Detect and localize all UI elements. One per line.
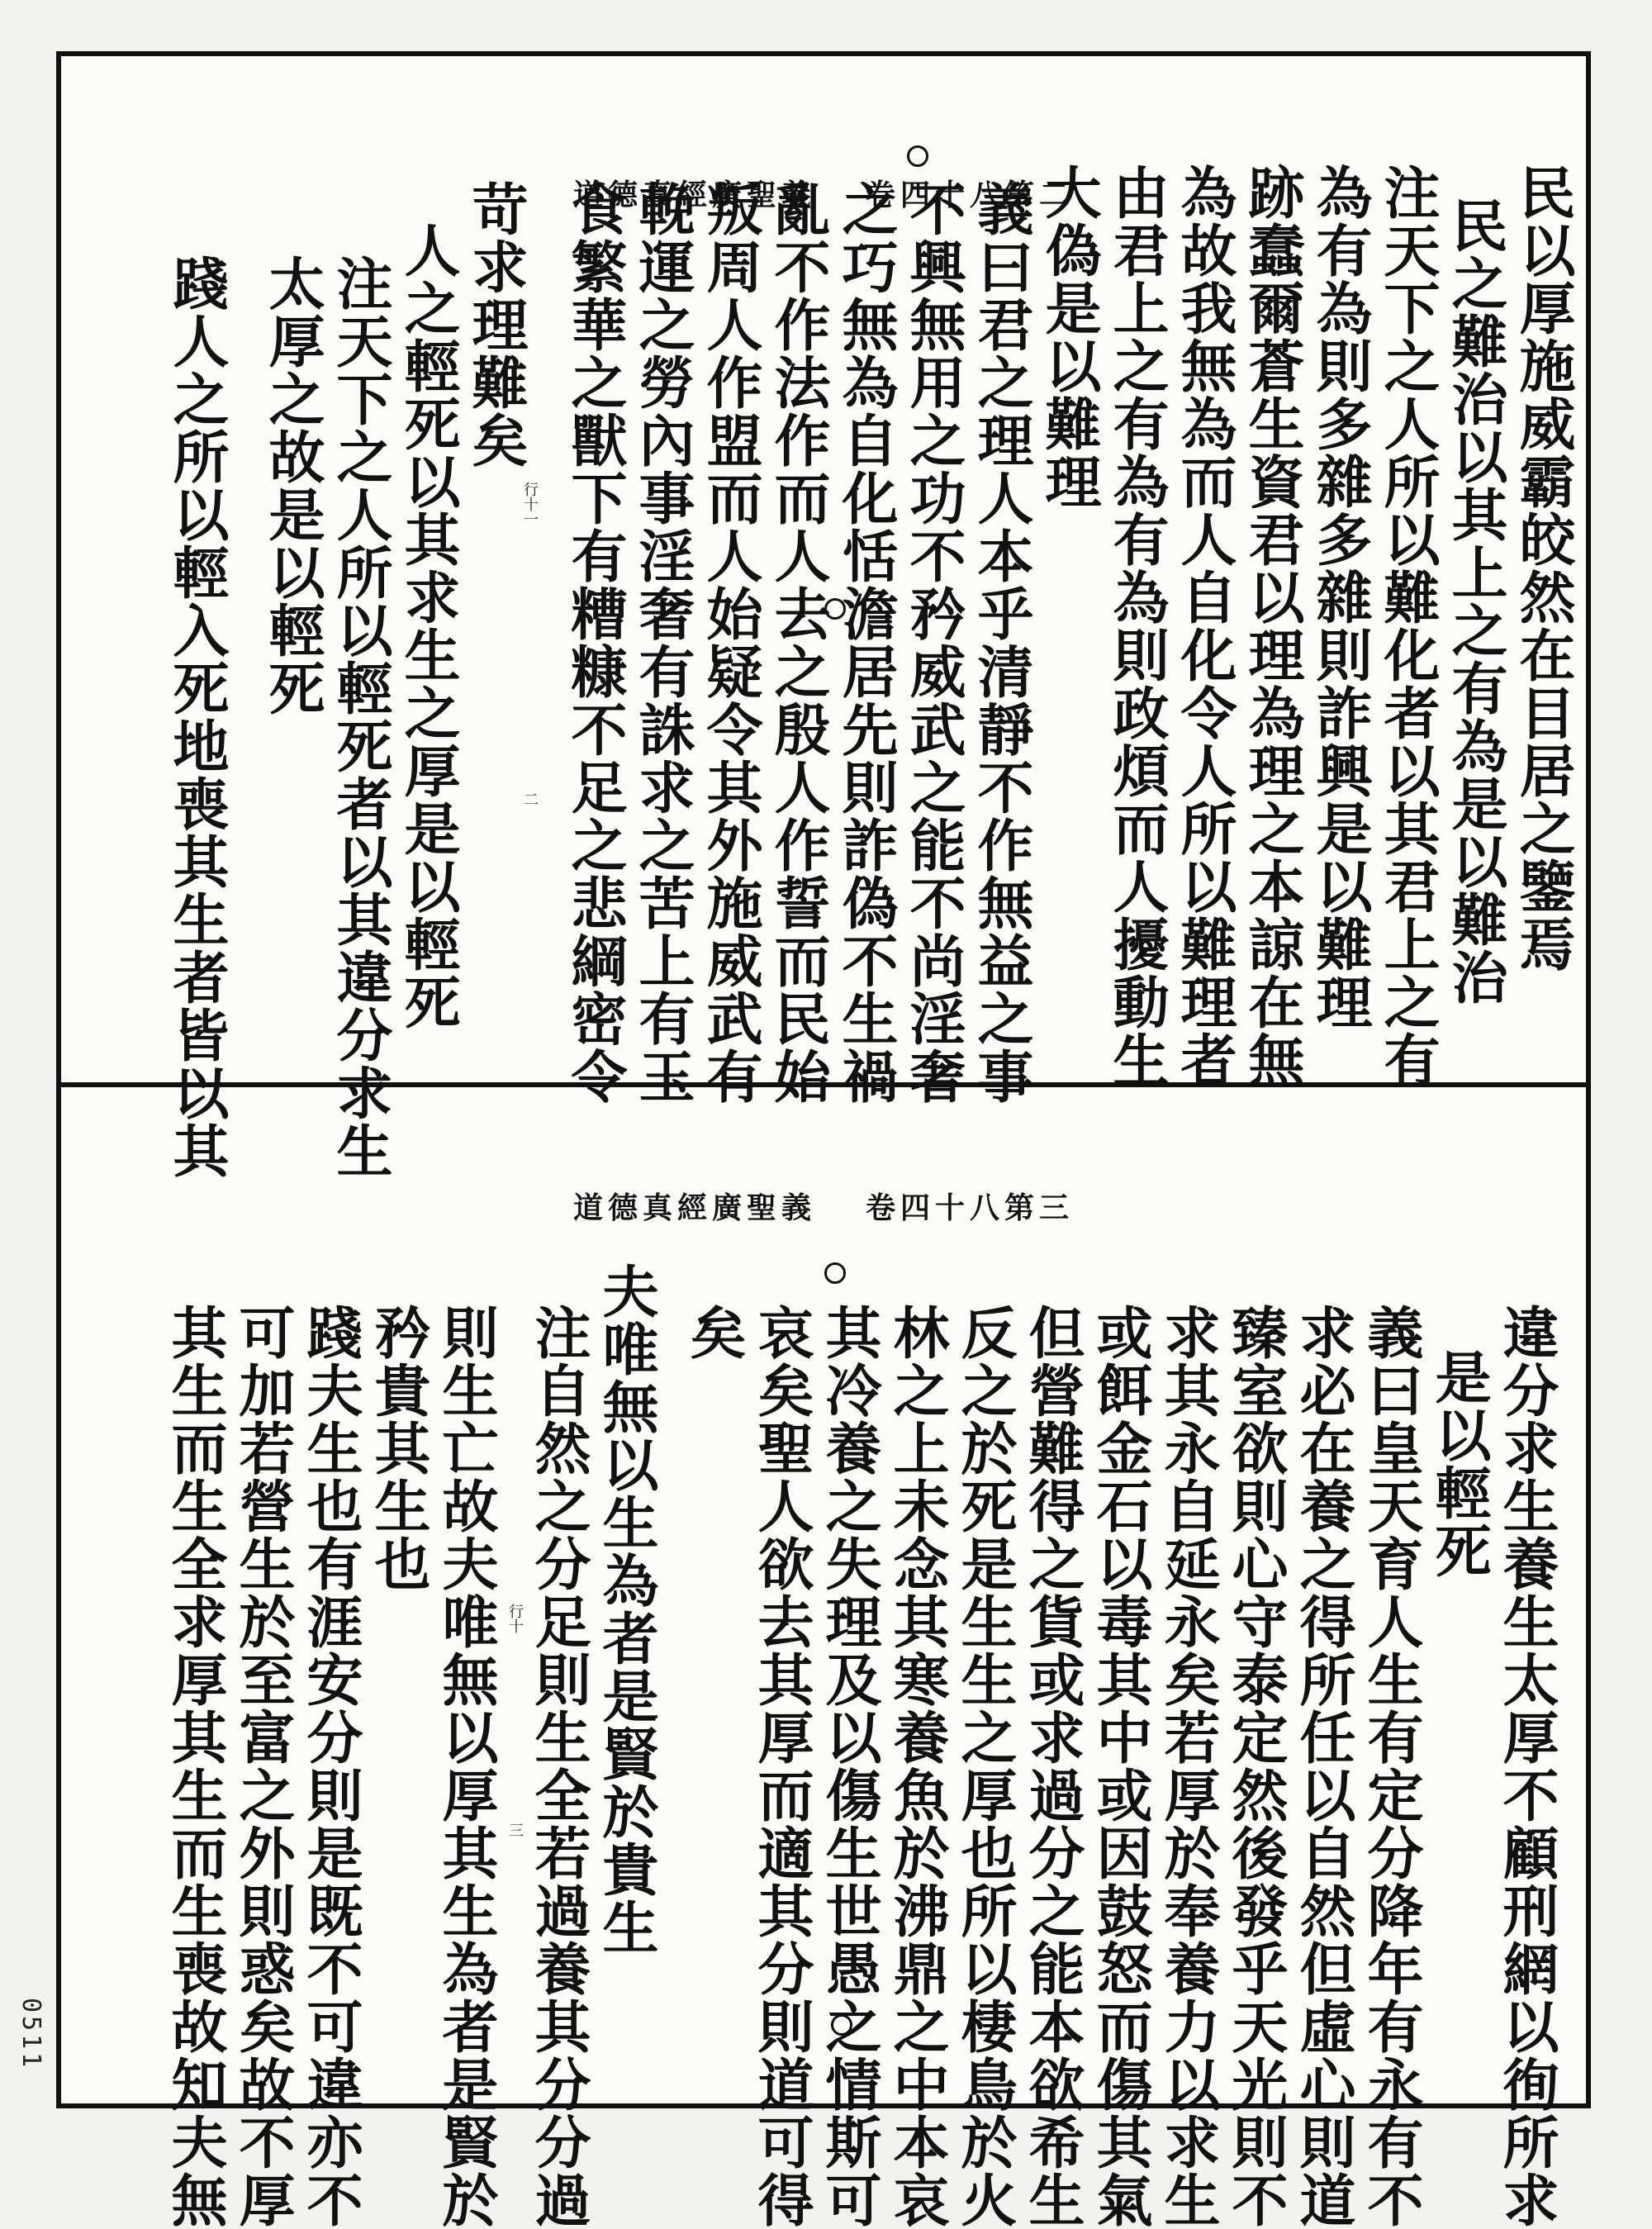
text-column: 或餌金石以毒其中或因鼓怒而傷其氣 — [1087, 1304, 1153, 2229]
text-column: 注天下之人所以輕死者以其違分求生 — [327, 254, 393, 1180]
text-column: 之輕死以其求生之厚是以輕死 — [395, 279, 461, 1031]
bottom-running-header — [61, 1185, 1586, 1227]
margin-note: 三 — [506, 1823, 524, 1837]
text-column: 義曰皇天育人生有定分降年有永有不 — [1358, 1304, 1424, 2229]
circle-mark — [824, 1262, 846, 1284]
text-column: 是以輕死 — [1426, 1348, 1492, 1580]
margin-note: 行十一 — [521, 482, 539, 526]
text-column: 臻室欲則心守泰定然後發乎天光則不 — [1222, 1304, 1289, 2229]
text-column: 矣 — [681, 1304, 747, 1362]
text-column: 叛周人作盟而人始疑令其外施威武有 — [697, 180, 763, 1105]
text-column: 哀矣聖人欲去其厚而適其分則道可得 — [748, 1304, 814, 2229]
text-column: 苛求理難矣 — [463, 180, 529, 469]
text-column: 則生亡故夫唯無以厚其生為者是賢於 — [433, 1304, 499, 2229]
bottom-header-title: 道德真經廣聖義 — [572, 1191, 816, 1225]
circle-mark — [907, 145, 928, 167]
text-column: 之巧無為自化恬澹居先則詐偽不生禍 — [833, 180, 899, 1105]
text-column: 亂不作法作而人去之殷人作誓而民始 — [765, 180, 831, 1105]
bottom-header-volume: 卷四十八第三 — [866, 1191, 1075, 1225]
text-column: 其冷養之失理及以傷生世愚之情斯可 — [816, 1304, 882, 2229]
text-column: 林之上未念其寒養魚於沸鼎之中本哀 — [884, 1304, 950, 2229]
text-column: 民以厚施威霸皎然在目居之鑒焉 — [1510, 164, 1576, 973]
text-column: 不興無用之功不矜威武之能不尚淫奢 — [900, 180, 966, 1105]
text-column: 求其永自延永矣若厚於奉養力以求生 — [1155, 1304, 1221, 2229]
text-column: 義曰君之理人本乎清靜不作無益之事 — [968, 180, 1034, 1105]
text-column: 矜貴其生也 — [365, 1304, 431, 1593]
text-column: 可加若營生於至富之外則惑矣故不厚 — [230, 1304, 296, 2229]
text-column: 違分求生養生太厚不顧刑網以徇所求 — [1493, 1304, 1559, 2229]
text-column: 為有為則多雜多雜則詐興是以難理 — [1307, 164, 1373, 1031]
top-page — [61, 56, 1586, 1180]
text-column: 夫唯無以生為者是賢於貴生 — [593, 1262, 659, 1956]
text-column: 大偽是以難理 — [1036, 164, 1102, 511]
text-column: 太厚之故是以輕死 — [259, 254, 325, 717]
text-column: 踐夫生也有涯安分則是既不可違亦不 — [297, 1304, 363, 2229]
text-column: 為故我無為而人自化令人所以難理者 — [1171, 164, 1237, 1089]
top-header-volume: 卷四十八第二 — [866, 178, 1075, 212]
text-column: 食繁華之獸下有糟糠不足之悲綱密令 — [562, 180, 628, 1105]
page-number: 0511 — [17, 1998, 45, 2071]
text-column: 反之於死是生生之厚也所以棲鳥於火 — [952, 1304, 1018, 2229]
text-column: 踐人之所以輕入死地喪其生者皆以其 — [164, 254, 230, 1180]
text-column: 其生而生全求厚其生而生喪故知夫無 — [162, 1304, 228, 2229]
margin-note: 二 — [521, 791, 539, 806]
top-header-title: 道德真經廣聖義 — [572, 178, 816, 212]
text-column: 人 — [395, 221, 461, 279]
margin-note: 行十 — [506, 1604, 524, 1633]
text-column: 輓運之勞內事淫奢有誅求之苦上有玉 — [629, 180, 695, 1105]
text-column: 民之難治以其上之有為是以難治 — [1442, 197, 1508, 1006]
bottom-page — [61, 1087, 1586, 2229]
text-column: 注自然之分足則生全若過養其分分過 — [525, 1304, 591, 2229]
text-column: 跡蠢爾蒼生資君以理為理之本諒在無 — [1239, 164, 1305, 1089]
text-column: 求必在養之得所任以自然但虛心則道 — [1290, 1304, 1356, 2229]
text-column: 但營難得之貨或求過分之能本欲希生 — [1019, 1304, 1085, 2229]
text-column: 由君上之有為有為則政煩而人擾動生 — [1104, 164, 1170, 1089]
text-column: 注天下之人所以難化者以其君上之有 — [1374, 164, 1441, 1089]
